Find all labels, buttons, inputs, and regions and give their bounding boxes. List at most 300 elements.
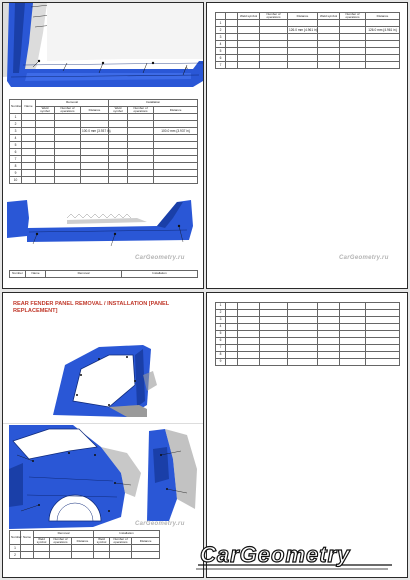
table-cell (21, 545, 34, 552)
table-cell: 2 (10, 552, 21, 559)
table-cell (288, 338, 318, 345)
table-cell (36, 142, 55, 149)
table-cell (366, 359, 400, 366)
table-cell (238, 324, 260, 331)
table-cell (34, 545, 50, 552)
table-cell (288, 345, 318, 352)
table-cell: 100.0 mm {3.937 in} (154, 128, 198, 135)
table-row (216, 48, 400, 55)
table-cell: 6 (216, 338, 226, 345)
col-weld-symbol: Weld symbol (34, 538, 50, 545)
table-cell (132, 552, 160, 559)
weld-table-bottom-left (9, 530, 160, 559)
table-cell (340, 27, 366, 34)
table-cell (72, 545, 94, 552)
group-installation: Installation (109, 100, 198, 107)
table-cell (288, 317, 318, 324)
table-cell (340, 331, 366, 338)
table-row (10, 135, 198, 142)
table-cell (318, 359, 340, 366)
table-cell (238, 352, 260, 359)
table-cell (226, 352, 238, 359)
manual-page-top-left (2, 2, 204, 289)
table-cell (109, 170, 128, 177)
weld-table-bottom-right (215, 302, 400, 366)
table-cell: 3 (216, 34, 226, 41)
table-cell (128, 163, 154, 170)
table-cell (288, 34, 318, 41)
table-cell: 3 (216, 317, 226, 324)
table-cell (154, 135, 198, 142)
table-cell (22, 121, 36, 128)
table-cell (226, 345, 238, 352)
table-row (216, 324, 400, 331)
col-distance: Distance (366, 13, 400, 20)
table-cell (55, 128, 81, 135)
col-name: Name (22, 100, 36, 114)
table-cell (318, 338, 340, 345)
col-name (226, 13, 238, 20)
table-cell (260, 359, 288, 366)
table-cell (318, 352, 340, 359)
table-row (10, 142, 198, 149)
table-cell (366, 41, 400, 48)
table-cell (128, 142, 154, 149)
table-cell: 8 (216, 352, 226, 359)
table-cell (128, 121, 154, 128)
table-row (10, 177, 198, 184)
table-cell (260, 41, 288, 48)
table-cell (366, 338, 400, 345)
rear-pillar-detail-illustration (147, 429, 199, 521)
col-weld-symbol: Weld symbol (318, 13, 340, 20)
table-cell (55, 163, 81, 170)
table-cell (238, 48, 260, 55)
table-cell (55, 170, 81, 177)
table-cell (36, 149, 55, 156)
col-weld-symbol: Weld symbol (36, 107, 55, 114)
col-operations: Number of operations (128, 107, 154, 114)
cargeometry-logo (192, 541, 404, 575)
col-distance: Distance (72, 538, 94, 545)
table-row (216, 41, 400, 48)
col-operations: Number of operations (50, 538, 72, 545)
table-cell (226, 324, 238, 331)
divider (3, 423, 203, 424)
table-cell (226, 20, 238, 27)
table-row (216, 359, 400, 366)
logo-text: CarGeometry (200, 542, 351, 567)
table-cell (260, 352, 288, 359)
table-cell (238, 34, 260, 41)
col-number (216, 13, 226, 20)
table-cell (340, 352, 366, 359)
table-cell (109, 163, 128, 170)
table-cell (94, 552, 110, 559)
table-cell (226, 62, 238, 69)
watermark: CarGeometry.ru (135, 521, 185, 527)
table-cell (318, 27, 340, 34)
table-cell (36, 170, 55, 177)
table-cell (288, 55, 318, 62)
table-row (216, 345, 400, 352)
table-cell: 7 (216, 62, 226, 69)
col-name: Name (26, 271, 46, 278)
table-cell (55, 177, 81, 184)
table-row (10, 545, 160, 552)
table-cell (238, 359, 260, 366)
svg-text:A: A (185, 65, 188, 70)
table-cell (366, 352, 400, 359)
table-cell (22, 128, 36, 135)
table-cell (318, 20, 340, 27)
table-row (10, 156, 198, 163)
table-cell (366, 345, 400, 352)
col-operations: Number of operations (110, 538, 132, 545)
table-row (10, 149, 198, 156)
table-row (10, 114, 198, 121)
table-cell (318, 317, 340, 324)
table-cell (226, 359, 238, 366)
table-cell (226, 317, 238, 324)
col-operations: Number of operations (340, 13, 366, 20)
manual-page-top-right (206, 2, 408, 289)
table-cell: 4 (10, 135, 22, 142)
table-cell: 4 (216, 324, 226, 331)
table-cell (22, 170, 36, 177)
table-cell (109, 156, 128, 163)
table-cell (109, 135, 128, 142)
table-cell (366, 310, 400, 317)
table-cell (81, 142, 109, 149)
table-cell (340, 55, 366, 62)
table-cell (318, 345, 340, 352)
table-cell (22, 149, 36, 156)
table-cell (340, 317, 366, 324)
table-cell (238, 20, 260, 27)
table-cell (154, 114, 198, 121)
table-cell (260, 310, 288, 317)
group-installation: Installation (94, 531, 160, 538)
table-cell (238, 310, 260, 317)
col-number: Number (10, 531, 21, 545)
table-cell: 7 (216, 345, 226, 352)
table-cell (288, 359, 318, 366)
table-cell (288, 41, 318, 48)
table-cell (81, 156, 109, 163)
col-weld-symbol: Weld symbol (238, 13, 260, 20)
table-row (216, 303, 400, 310)
table-cell (109, 177, 128, 184)
table-cell (260, 338, 288, 345)
table-cell (55, 114, 81, 121)
table-cell (109, 128, 128, 135)
table-cell (260, 324, 288, 331)
col-distance: Distance (154, 107, 198, 114)
table-cell (94, 545, 110, 552)
col-name: Name (21, 531, 34, 545)
table-cell (226, 310, 238, 317)
table-row (10, 121, 198, 128)
table-cell (238, 41, 260, 48)
table-cell (36, 135, 55, 142)
table-cell (288, 48, 318, 55)
table-cell (288, 62, 318, 69)
table-cell: 1 (216, 20, 226, 27)
table-cell (22, 142, 36, 149)
table-cell: 126.0 mm {4.961 in} (366, 27, 400, 34)
footer-table (9, 270, 198, 278)
table-cell (288, 331, 318, 338)
table-cell (226, 55, 238, 62)
table-cell (340, 310, 366, 317)
table-cell (260, 317, 288, 324)
table-cell (260, 55, 288, 62)
table-cell (340, 48, 366, 55)
table-cell (260, 34, 288, 41)
table-cell (366, 331, 400, 338)
table-cell (128, 128, 154, 135)
col-operations: Number of operations (55, 107, 81, 114)
table-cell (238, 317, 260, 324)
table-cell (109, 114, 128, 121)
table-row (216, 338, 400, 345)
table-cell (226, 331, 238, 338)
table-row (216, 55, 400, 62)
table-cell (340, 303, 366, 310)
table-cell (260, 345, 288, 352)
table-cell: 2 (216, 310, 226, 317)
table-cell (109, 142, 128, 149)
table-cell (318, 55, 340, 62)
table-cell (288, 303, 318, 310)
table-cell: 100.0 mm {3.937 in} (81, 128, 109, 135)
table-cell (81, 177, 109, 184)
group-removal: Removal (36, 100, 109, 107)
table-cell (260, 62, 288, 69)
table-cell (318, 303, 340, 310)
table-cell (318, 324, 340, 331)
col-distance: Distance (288, 13, 318, 20)
table-cell: 9 (216, 359, 226, 366)
watermark: CarGeometry.ru (339, 255, 389, 261)
table-cell (366, 62, 400, 69)
table-cell: 1 (10, 114, 22, 121)
rear-quarter-window-illustration (39, 345, 159, 419)
table-cell: 10 (10, 177, 22, 184)
table-cell (21, 552, 34, 559)
table-cell (226, 303, 238, 310)
table-cell (36, 114, 55, 121)
table-cell (288, 352, 318, 359)
table-cell (226, 34, 238, 41)
table-cell (260, 20, 288, 27)
table-cell (366, 303, 400, 310)
table-row (216, 317, 400, 324)
table-cell (22, 135, 36, 142)
table-cell (34, 552, 50, 559)
table-cell (36, 177, 55, 184)
table-cell (109, 121, 128, 128)
col-distance: Distance (81, 107, 109, 114)
table-row (216, 34, 400, 41)
table-cell (340, 41, 366, 48)
table-cell (238, 62, 260, 69)
table-cell (366, 20, 400, 27)
group-removal: Removal (34, 531, 94, 538)
table-cell (154, 121, 198, 128)
table-cell (22, 114, 36, 121)
table-cell (128, 170, 154, 177)
col-distance: Distance (132, 538, 160, 545)
table-cell (55, 135, 81, 142)
table-row (10, 163, 198, 170)
table-cell (154, 156, 198, 163)
table-cell (81, 149, 109, 156)
table-cell (110, 552, 132, 559)
table-cell (260, 303, 288, 310)
table-cell (340, 62, 366, 69)
table-cell: 2 (216, 27, 226, 34)
table-cell (318, 62, 340, 69)
col-weld-symbol: Weld symbol (109, 107, 128, 114)
table-cell: 5 (216, 331, 226, 338)
table-cell (238, 338, 260, 345)
table-cell (226, 27, 238, 34)
table-row (10, 170, 198, 177)
table-cell (55, 121, 81, 128)
table-cell (340, 359, 366, 366)
table-cell (366, 34, 400, 41)
weld-table-top-right (215, 12, 400, 69)
table-cell (81, 114, 109, 121)
col-installation: Installation (122, 271, 198, 278)
manual-page-bottom-right (206, 292, 408, 578)
table-row (10, 552, 160, 559)
table-cell (132, 545, 160, 552)
table-cell (226, 338, 238, 345)
table-cell (154, 177, 198, 184)
table-cell (55, 149, 81, 156)
table-cell (238, 345, 260, 352)
table-cell (340, 20, 366, 27)
table-cell (154, 149, 198, 156)
rear-fender-side-illustration (9, 425, 145, 529)
table-cell (154, 170, 198, 177)
table-cell (81, 135, 109, 142)
col-removal: Removal (46, 271, 122, 278)
table-cell (81, 163, 109, 170)
table-cell (55, 156, 81, 163)
table-cell (36, 121, 55, 128)
watermark: CarGeometry.ru (135, 255, 185, 261)
weld-table-top-left (9, 99, 198, 184)
table-cell (128, 156, 154, 163)
table-cell (22, 163, 36, 170)
table-cell (260, 331, 288, 338)
table-cell: 1 (10, 545, 21, 552)
table-cell: 6 (10, 149, 22, 156)
table-cell (226, 48, 238, 55)
table-cell (50, 552, 72, 559)
table-cell (128, 135, 154, 142)
table-cell (50, 545, 72, 552)
table-cell: 6 (216, 55, 226, 62)
table-cell: 8 (10, 163, 22, 170)
table-cell (238, 55, 260, 62)
table-cell: 5 (10, 142, 22, 149)
table-cell: 126.0 mm {4.961 in} (288, 27, 318, 34)
table-cell: 3 (10, 128, 22, 135)
table-cell (366, 317, 400, 324)
table-cell: 2 (10, 121, 22, 128)
table-cell (318, 310, 340, 317)
table-cell (318, 48, 340, 55)
table-cell (366, 55, 400, 62)
table-row (216, 310, 400, 317)
col-weld-symbol: Weld symbol (94, 538, 110, 545)
table-cell (288, 310, 318, 317)
table-cell (260, 27, 288, 34)
table-cell: 4 (216, 41, 226, 48)
table-cell (340, 34, 366, 41)
table-cell (318, 34, 340, 41)
table-cell (22, 177, 36, 184)
table-cell (128, 114, 154, 121)
table-cell (81, 121, 109, 128)
col-number: Number (10, 271, 26, 278)
table-row (10, 128, 198, 135)
body-side-outer-illustration (3, 3, 203, 91)
table-cell: 7 (10, 156, 22, 163)
table-cell (340, 324, 366, 331)
table-cell (288, 324, 318, 331)
table-row (216, 62, 400, 69)
table-cell (110, 545, 132, 552)
table-cell (238, 27, 260, 34)
table-cell (55, 142, 81, 149)
table-cell (154, 142, 198, 149)
manual-page-bottom-left (2, 292, 204, 578)
table-cell (36, 163, 55, 170)
table-cell (226, 41, 238, 48)
table-cell (128, 149, 154, 156)
table-cell (128, 177, 154, 184)
table-cell (340, 338, 366, 345)
side-sill-illustration (7, 196, 199, 254)
table-cell (154, 163, 198, 170)
table-cell: 9 (10, 170, 22, 177)
table-cell (288, 20, 318, 27)
table-cell (340, 345, 366, 352)
table-cell (109, 149, 128, 156)
col-operations: Number of operations (260, 13, 288, 20)
table-cell: 5 (216, 48, 226, 55)
table-cell: 1 (216, 303, 226, 310)
section-title: REAR FENDER PANEL REMOVAL / INSTALLATION [PANEL REPLACEMENT] (13, 301, 170, 314)
col-number: Number (10, 100, 22, 114)
table-cell (318, 331, 340, 338)
table-cell (366, 48, 400, 55)
table-row (216, 27, 400, 34)
table-row (216, 331, 400, 338)
table-cell (366, 324, 400, 331)
table-cell (36, 128, 55, 135)
table-cell (36, 156, 55, 163)
table-cell (260, 48, 288, 55)
table-cell (72, 552, 94, 559)
table-row (216, 20, 400, 27)
